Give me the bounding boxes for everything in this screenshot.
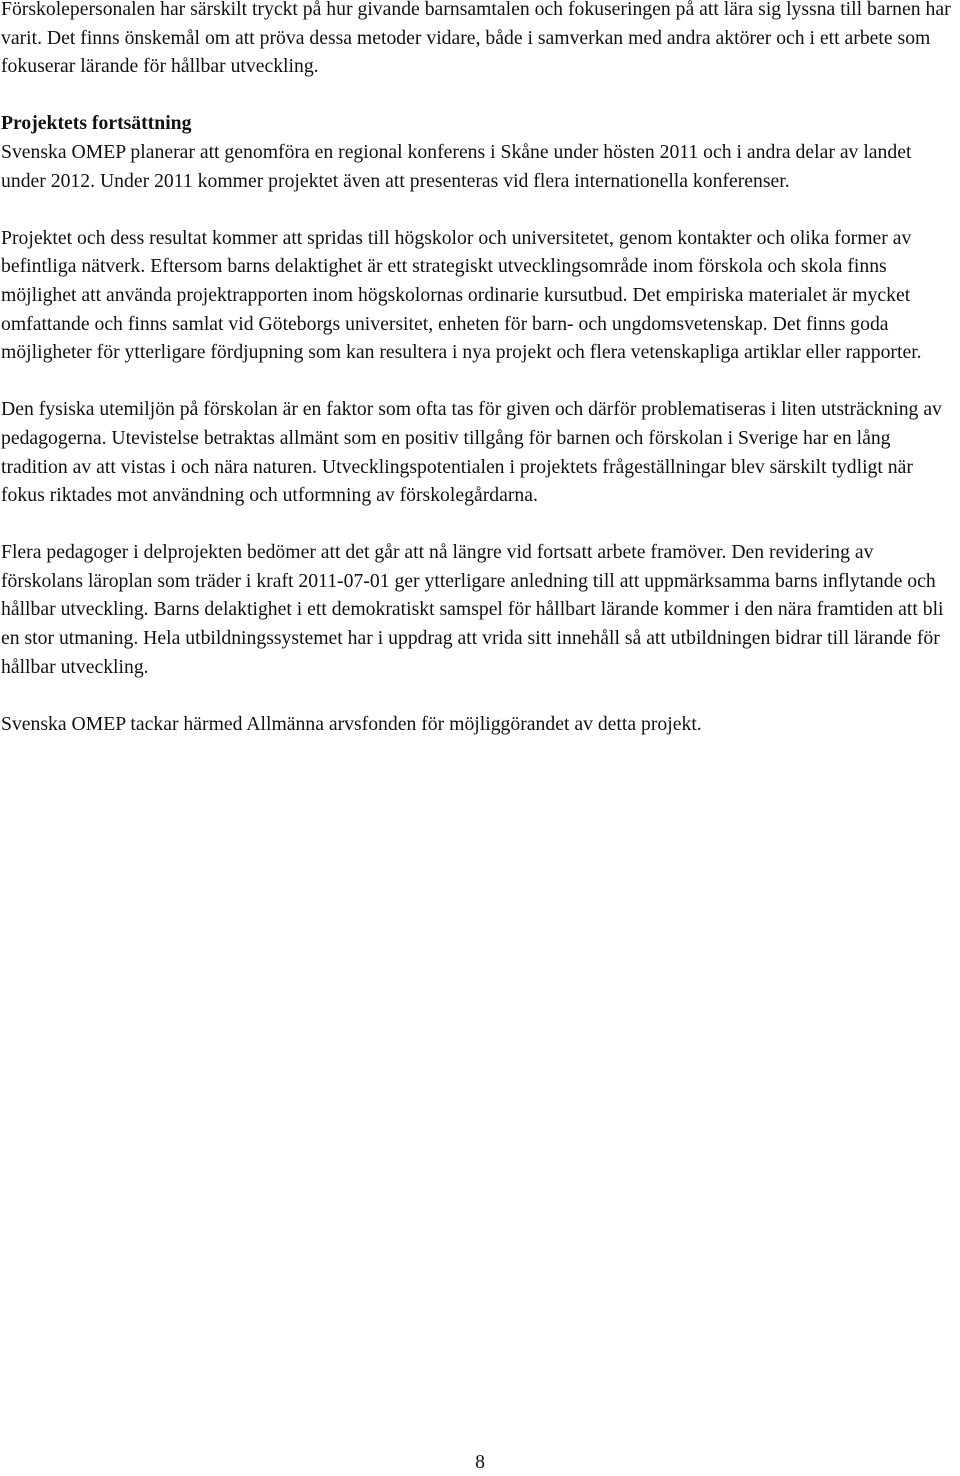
paragraph-acknowledgement: Svenska OMEP tackar härmed Allmänna arvsfonden för möjliggörandet av detta projekt. (1, 712, 702, 735)
paragraph-conference: Svenska OMEP planerar att genomföra en regional konferens i Skåne under hösten 2011 och i andra delar av landet under 2012. Under 2011 kommer projektet även att presenteras vid flera internationella konferenser. (1, 140, 912, 192)
paragraph-future-work: Flera pedagoger i delprojekten bedömer att det går att nå längre vid fortsatt arbete framöver. Den revidering av förskolans läroplan som träder i kraft 2011-07-01 ger ytterligare anledning till att uppmärksamma barns inflytande och hållbar utveckling. Barns delaktighet i ett demokratiskt samspel för hållbart lärande kommer i den nära framtiden att bli en stor utmaning. Hela utbildningssystemet har i uppdrag att vrida sitt innehåll så att utbildningen bidrar till lärande för hållbar utveckling. (1, 541, 944, 678)
page-number: 8 (475, 1451, 485, 1473)
section-heading: Projektets fortsättning (1, 112, 192, 135)
page-content (1, 0, 959, 767)
section-continuation (1, 109, 959, 195)
paragraph-intro: Förskolepersonalen har särskilt tryckt på hur givande barnsamtalen och fokuseringen på att lära sig lyssna till barnen har varit. Det finns önskemål om att pröva dessa metoder vidare, både i samverkan med andra aktörer och i ett arbete som fokuserar lärande för hållbar utveckling. (1, 0, 951, 78)
paragraph-dissemination: Projektet och dess resultat kommer att spridas till högskolor och universitetet, genom kontakter och olika former av befintliga nätverk. Eftersom barns delaktighet är ett strategiskt utvecklingsområde inom förskola och skola finns möjlighet att använda projektrapporten inom högskolornas ordinarie kursutbud. Det empiriska materialet är mycket omfattande och finns samlat vid Göteborgs universitet, enheten för barn- och ungdomsvetenskap. Det finns goda möjligheter för ytterligare fördjupning som kan resultera i nya projekt och flera vetenskapliga artiklar eller rapporter. (1, 226, 922, 364)
paragraph-outdoor-environment: Den fysiska utemiljön på förskolan är en faktor som ofta tas för given och därför problematiseras i liten utsträckning av pedagogerna. Utevistelse betraktas allmänt som en positiv tillgång för barnen och förskolan i Sverige har en lång tradition av att vistas i och nära naturen. Utvecklingspotentialen i projektets frågeställningar blev särskilt tydligt när fokus riktades mot användning och utformning av förskolegårdarna. (1, 398, 942, 507)
